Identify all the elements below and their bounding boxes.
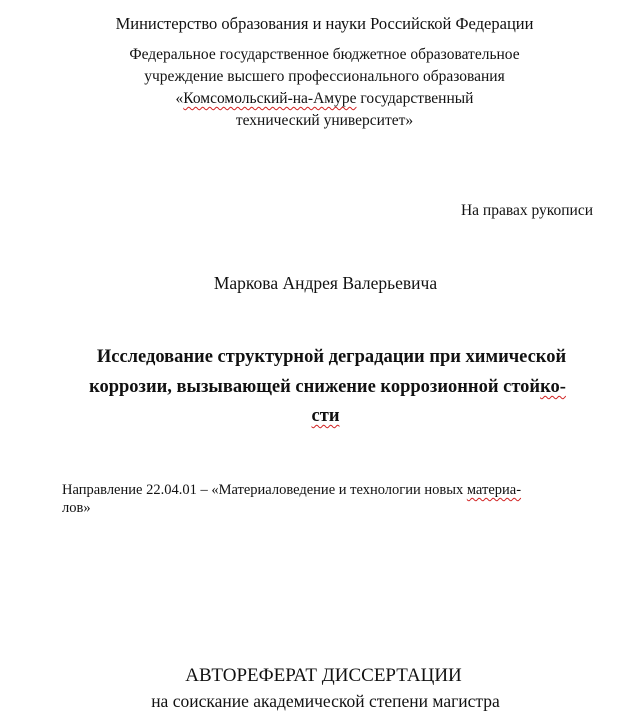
abstract-title: АВТОРЕФЕРАТ ДИССЕРТАЦИИ <box>185 665 462 686</box>
institution-line-3-post: государственный <box>356 90 474 107</box>
title-line-2-spellcheck: ко- <box>540 377 566 397</box>
institution-line-3 <box>15 90 619 108</box>
title-line-1: Исследование структурной деградации при химической <box>96 347 567 367</box>
institution-city-spellcheck: Комсомольский-на-Амуре <box>183 90 357 107</box>
direction-line-1 <box>62 482 521 499</box>
title-line-3-spellcheck: сти <box>311 406 340 426</box>
title-line-3 <box>16 406 619 427</box>
title-line-2 <box>18 377 619 398</box>
direction-line-1-spellcheck: материа- <box>466 482 522 498</box>
author-name: Маркова Андрея Валерьевича <box>213 273 438 293</box>
degree-line: на соискание академической степени магистра <box>151 691 500 711</box>
rights-note: На правах рукописи <box>460 202 593 219</box>
title-line-2-pre: коррозии, вызывающей снижение коррозионной стой <box>89 377 541 397</box>
institution-line-3-pre: « <box>175 90 184 107</box>
direction-line-2: лов» <box>62 500 91 516</box>
institution-line-2: учреждение высшего профессионального образования <box>144 68 505 85</box>
ministry-heading: Министерство образования и науки Российской Федерации <box>115 14 534 33</box>
institution-line-4: технический университет» <box>235 112 414 129</box>
direction-line-1-pre: Направление 22.04.01 – «Материаловедение и технологии новых <box>62 482 467 498</box>
institution-line-1: Федеральное государственное бюджетное образовательное <box>129 46 520 63</box>
